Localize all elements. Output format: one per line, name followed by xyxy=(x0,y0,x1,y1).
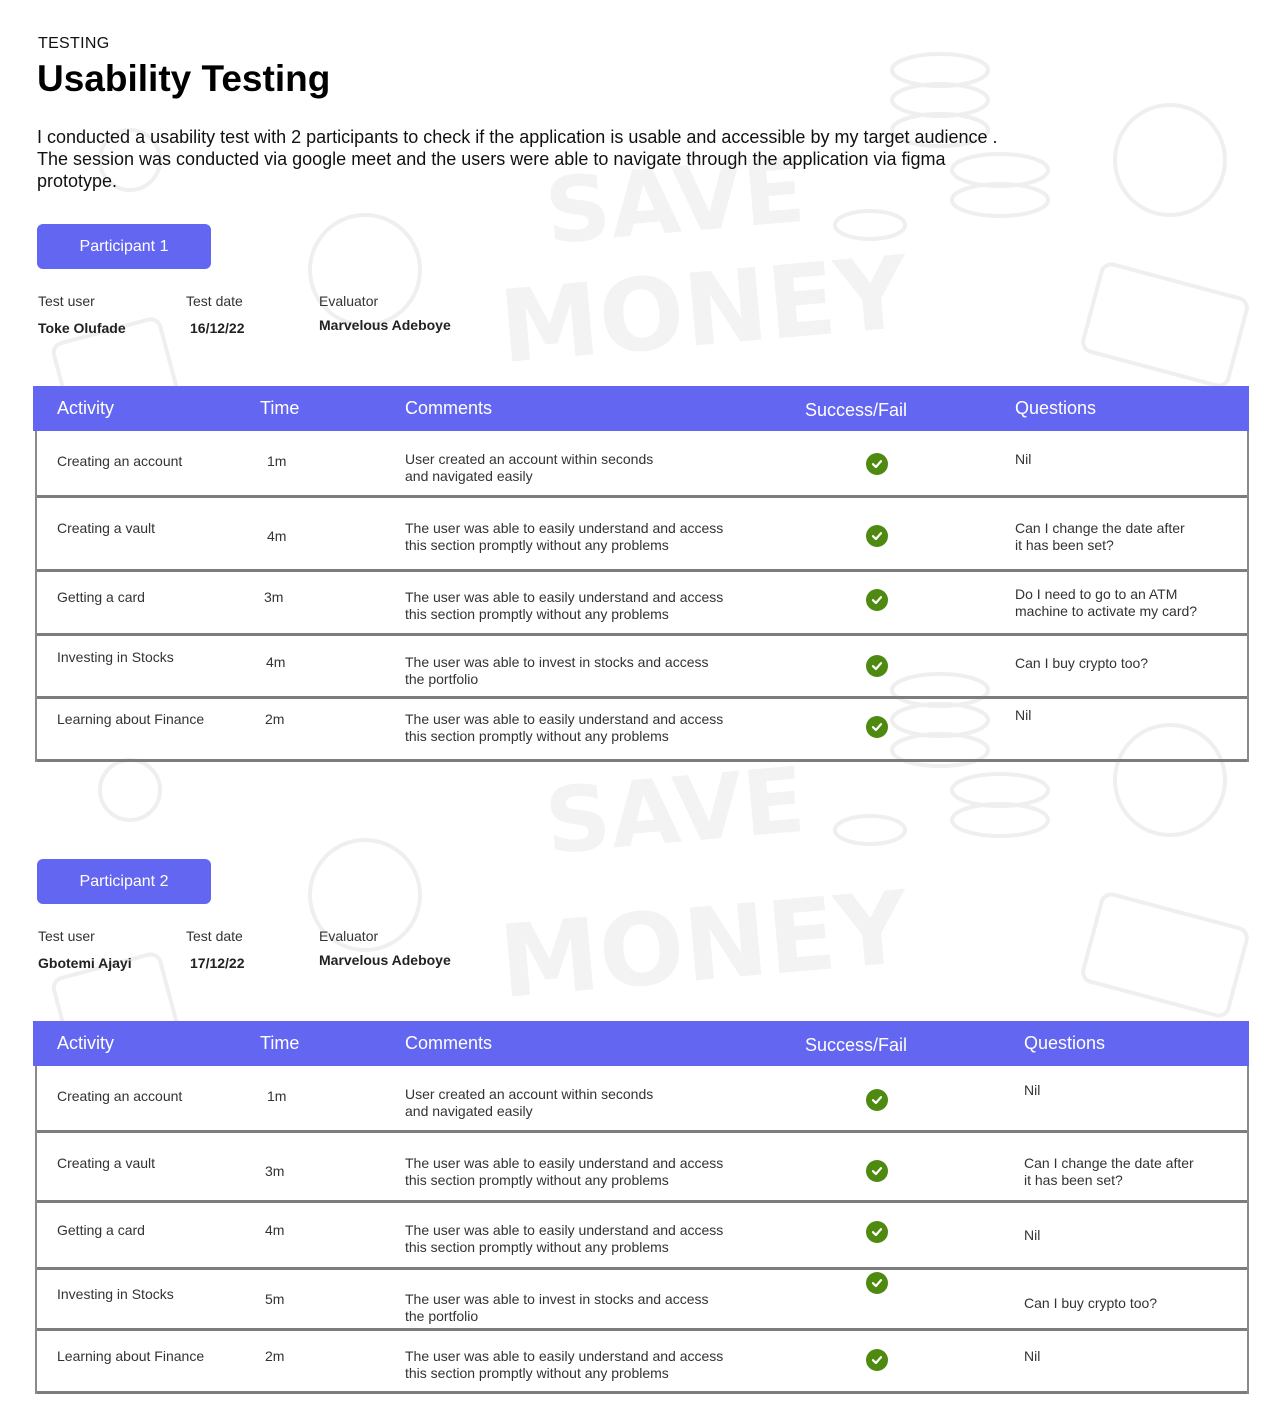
page-title: Usability Testing xyxy=(37,58,331,99)
intro-paragraph: I conducted a usability test with 2 participants to check if the application is usable and accessible by my target audience . The session was conducted via google meet and the users were able to navigate through the application via figma prototype. xyxy=(37,127,998,191)
participant-1-button[interactable]: Participant 1 xyxy=(37,224,211,269)
table-row xyxy=(37,572,1247,636)
success-check-icon xyxy=(866,1221,888,1243)
activity-cell: Investing in Stocks xyxy=(57,1286,174,1302)
activity-cell: Learning about Finance xyxy=(57,711,205,727)
table-header xyxy=(33,1021,1249,1066)
success-check-icon xyxy=(866,716,888,738)
table-header xyxy=(33,386,1249,431)
activity-cell: Creating an account xyxy=(57,453,183,469)
success-check-icon xyxy=(866,589,888,611)
table-row xyxy=(37,431,1247,498)
time-cell: 1m xyxy=(267,453,287,469)
col-time: Time xyxy=(260,398,300,418)
test-date-label: Test date xyxy=(186,293,243,309)
participant-2-button[interactable]: Participant 2 xyxy=(37,859,211,904)
svg-text:MONEY: MONEY xyxy=(495,233,913,386)
table-row xyxy=(37,636,1247,699)
table-row xyxy=(37,1270,1247,1331)
evaluator-value: Marvelous Adeboye xyxy=(319,317,451,333)
section-eyebrow: TESTING xyxy=(38,35,110,52)
svg-text:SAVE: SAVE xyxy=(541,137,809,266)
comment-cell: The user was able to easily understand and access this section promptly without any problems xyxy=(405,1348,724,1381)
table-row xyxy=(37,1203,1247,1270)
time-cell: 2m xyxy=(265,1348,285,1364)
col-questions: Questions xyxy=(1015,398,1097,418)
activity-cell: Creating a vault xyxy=(57,1155,156,1171)
comment-cell: The user was able to easily understand and access this section promptly without any problems xyxy=(405,711,724,744)
time-cell: 3m xyxy=(265,1163,285,1179)
table-row xyxy=(37,1331,1247,1394)
activity-cell: Learning about Finance xyxy=(57,1348,205,1364)
comment-cell: User created an account within seconds and navigated easily xyxy=(405,451,654,484)
question-cell: Nil xyxy=(1015,451,1032,467)
test-user-label: Test user xyxy=(38,928,95,944)
question-cell: Nil xyxy=(1024,1348,1041,1364)
results-table-1 xyxy=(33,386,1249,762)
col-activity: Activity xyxy=(57,398,115,418)
results-table-2 xyxy=(33,1021,1249,1394)
question-cell: Do I need to go to an ATM machine to activate my card? xyxy=(1015,586,1198,619)
question-cell: Nil xyxy=(1015,707,1032,723)
table-row xyxy=(37,699,1247,762)
comment-cell: User created an account within seconds and navigated easily xyxy=(405,1086,654,1119)
question-cell: Can I buy crypto too? xyxy=(1024,1295,1158,1311)
activity-cell: Investing in Stocks xyxy=(57,649,174,665)
time-cell: 2m xyxy=(265,711,285,727)
svg-text:SAVE: SAVE xyxy=(541,747,809,876)
table-row xyxy=(37,498,1247,572)
comment-cell: The user was able to easily understand and access this section promptly without any problems xyxy=(405,1155,724,1188)
test-user-value: Gbotemi Ajayi xyxy=(38,955,132,971)
col-activity: Activity xyxy=(57,1033,115,1053)
table-row xyxy=(37,1066,1247,1133)
test-user-value: Toke Olufade xyxy=(38,320,126,336)
table-body xyxy=(35,1066,1249,1394)
time-cell: 4m xyxy=(267,528,287,544)
question-cell: Can I change the date after it has been set? xyxy=(1015,520,1185,553)
time-cell: 4m xyxy=(265,1222,285,1238)
success-check-icon xyxy=(866,1272,888,1294)
comment-cell: The user was able to easily understand and access this section promptly without any problems xyxy=(405,1222,724,1255)
question-cell: Nil xyxy=(1024,1227,1041,1243)
test-date-value: 16/12/22 xyxy=(190,320,245,336)
test-date-label: Test date xyxy=(186,928,243,944)
time-cell: 4m xyxy=(266,654,286,670)
comment-cell: The user was able to invest in stocks and access the portfolio xyxy=(405,654,709,687)
col-success: Success/Fail xyxy=(805,1035,908,1055)
activity-cell: Creating a vault xyxy=(57,520,156,536)
success-check-icon xyxy=(866,1349,888,1371)
col-comments: Comments xyxy=(405,1033,493,1053)
question-cell: Nil xyxy=(1024,1082,1041,1098)
activity-cell: Getting a card xyxy=(57,1222,145,1238)
comment-cell: The user was able to easily understand and access this section promptly without any problems xyxy=(405,589,724,622)
success-check-icon xyxy=(866,453,888,475)
success-check-icon xyxy=(866,1089,888,1111)
col-success: Success/Fail xyxy=(805,400,908,420)
col-questions: Questions xyxy=(1024,1033,1106,1053)
table-body xyxy=(35,431,1249,762)
activity-cell: Creating an account xyxy=(57,1088,183,1104)
evaluator-label: Evaluator xyxy=(319,928,379,944)
evaluator-label: Evaluator xyxy=(319,293,379,309)
activity-cell: Getting a card xyxy=(57,589,145,605)
table-row xyxy=(37,1133,1247,1203)
success-check-icon xyxy=(866,1160,888,1182)
col-comments: Comments xyxy=(405,398,493,418)
time-cell: 1m xyxy=(267,1088,287,1104)
success-check-icon xyxy=(866,655,888,677)
success-check-icon xyxy=(866,525,888,547)
question-cell: Can I change the date after it has been set? xyxy=(1024,1155,1194,1188)
test-user-label: Test user xyxy=(38,293,95,309)
col-time: Time xyxy=(260,1033,300,1053)
time-cell: 3m xyxy=(264,589,284,605)
test-date-value: 17/12/22 xyxy=(190,955,245,971)
time-cell: 5m xyxy=(265,1291,285,1307)
svg-text:MONEY: MONEY xyxy=(495,868,913,1021)
comment-cell: The user was able to easily understand and access this section promptly without any problems xyxy=(405,520,724,553)
question-cell: Can I buy crypto too? xyxy=(1015,655,1149,671)
comment-cell: The user was able to invest in stocks and access the portfolio xyxy=(405,1291,709,1324)
evaluator-value: Marvelous Adeboye xyxy=(319,952,451,968)
